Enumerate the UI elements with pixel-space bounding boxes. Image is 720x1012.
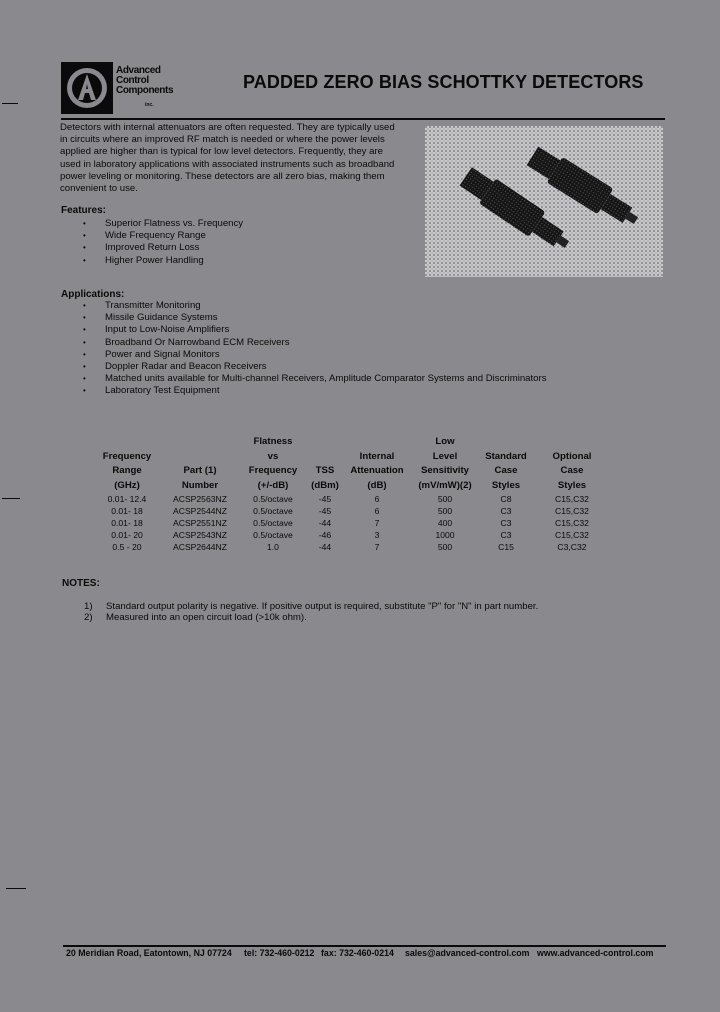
column-cells <box>306 493 344 553</box>
logo-line-1: Advanced <box>116 65 161 76</box>
note-text: Measured into an open circuit load (>10k ohm). <box>106 612 307 623</box>
column-optional-case-styles <box>542 435 602 553</box>
note-item <box>0 612 720 624</box>
table-cell: C3 <box>500 518 512 529</box>
table-cell: 1.0 <box>267 542 279 553</box>
table-cell: 3 <box>374 530 380 541</box>
column-tss <box>306 435 344 553</box>
footer-address: 20 Meridian Road, Eatontown, NJ 07724 <box>66 948 232 958</box>
table-cell: C3 <box>500 530 512 541</box>
table-cell: 0.5/octave <box>253 506 293 517</box>
footer-rule <box>63 945 666 947</box>
features-label: Features: <box>61 205 107 216</box>
table-cell: -46 <box>318 530 332 541</box>
notes-label: NOTES: <box>62 578 100 589</box>
list-item: • Superior Flatness vs. Frequency <box>61 218 243 230</box>
table-cell: -45 <box>318 506 332 517</box>
intro-line: convenient to use. <box>60 183 138 195</box>
table-cell: 1000 <box>435 530 455 541</box>
table-cell: ACSP2544NZ <box>173 506 227 517</box>
column-header: Optional Case Styles <box>552 450 592 491</box>
footer-email[interactable]: sales@advanced-control.com <box>405 948 530 958</box>
logo-wordmark <box>116 66 173 96</box>
column-header: Standard Case Styles <box>485 450 527 491</box>
intro-line: Detectors with internal attenuators are often requested. They are typically used <box>60 122 395 133</box>
column-cells <box>242 493 304 553</box>
company-logo <box>61 62 181 114</box>
footer-tel: tel: 732-460-0212 <box>244 948 315 958</box>
list-item: • Broadband Or Narrowband ECM Receivers <box>61 337 547 349</box>
list-item: • Power and Signal Monitors <box>61 349 547 361</box>
table-cell: C8 <box>500 494 512 504</box>
table-cell: 0.01- 18 <box>111 506 143 517</box>
table-cell: 0.5 - 20 <box>112 542 142 553</box>
table-cell: ACSP2563NZ <box>173 494 227 504</box>
table-cell: 500 <box>437 494 453 504</box>
table-cell: 500 <box>437 506 453 517</box>
column-cells <box>166 493 234 553</box>
list-item: • Input to Low-Noise Amplifiers <box>61 324 547 336</box>
spec-table <box>0 435 720 555</box>
table-cell: 7 <box>374 542 380 553</box>
column-header: TSS (dBm) <box>311 465 339 491</box>
product-photo <box>425 126 663 277</box>
list-item: • Doppler Radar and Beacon Receivers <box>61 361 547 373</box>
table-cell: 0.01- 12.4 <box>107 494 147 504</box>
column-cells <box>412 493 478 553</box>
applications-label: Applications: <box>61 289 125 300</box>
column-cells <box>480 493 532 553</box>
note-number: 2) <box>84 612 93 623</box>
table-cell: -44 <box>318 518 332 529</box>
column-cells <box>346 493 408 553</box>
logo-suffix: inc. <box>145 102 154 108</box>
table-cell: C3 <box>500 506 512 517</box>
table-cell: 500 <box>437 542 453 553</box>
table-cell: -44 <box>318 542 332 553</box>
intro-paragraph <box>60 122 410 195</box>
table-cell: 0.5/octave <box>253 494 293 504</box>
footer-fax: fax: 732-460-0214 <box>321 948 394 958</box>
list-item: • Transmitter Monitoring <box>61 300 547 312</box>
note-number: 1) <box>84 601 93 612</box>
table-cell: C3,C32 <box>557 542 587 553</box>
table-cell: -45 <box>318 494 332 504</box>
column-cells <box>95 493 159 553</box>
list-item: • Missile Guidance Systems <box>61 312 547 324</box>
header-rule <box>61 118 665 120</box>
features-list <box>61 218 243 267</box>
logo-line-3: Components <box>116 85 174 96</box>
list-item: • Higher Power Handling <box>61 255 243 267</box>
column-header: Internal Attenuation (dB) <box>350 450 404 491</box>
list-item: • Improved Return Loss <box>61 242 243 254</box>
table-cell: C15 <box>498 542 514 553</box>
intro-line: used in laboratory applications with associated instruments such as broadband <box>60 158 395 170</box>
table-cell: 6 <box>374 494 380 504</box>
page-title: PADDED ZERO BIAS SCHOTTKY DETECTORS <box>243 72 644 92</box>
scan-mark <box>2 498 20 499</box>
list-item: • Laboratory Test Equipment <box>61 385 547 397</box>
scan-mark <box>6 888 26 889</box>
logo-emblem <box>61 62 113 114</box>
scan-mark <box>2 103 18 104</box>
intro-line: applied are higher than is typical for low level detectors. Frequently, they are <box>60 146 383 158</box>
column-cells <box>542 493 602 553</box>
intro-line: power leveling or monitoring. These detectors are all zero bias, making them <box>60 170 385 182</box>
column-header: Frequency Range (GHz) <box>102 450 152 491</box>
table-cell: 0.5/octave <box>253 518 293 529</box>
column-header: Low Level Sensitivity (mV/mW)(2) <box>418 436 472 491</box>
footer-website[interactable]: www.advanced-control.com <box>537 948 654 958</box>
table-cell: ACSP2543NZ <box>173 530 227 541</box>
table-cell: C15,C32 <box>555 494 589 504</box>
table-cell: 0.01- 20 <box>111 530 143 541</box>
table-cell: C15,C32 <box>555 518 589 529</box>
table-cell: 400 <box>437 518 453 529</box>
table-cell: 7 <box>374 518 380 529</box>
column-part-number <box>166 435 234 553</box>
column-header: Flatness vs Frequency (+/-dB) <box>248 436 298 491</box>
table-cell: 6 <box>374 506 380 517</box>
table-cell: C15,C32 <box>555 530 589 541</box>
table-cell: C15,C32 <box>555 506 589 517</box>
column-flatness <box>242 435 304 553</box>
column-standard-case-styles <box>480 435 532 553</box>
column-low-level-sensitivity <box>412 435 478 553</box>
note-text: Standard output polarity is negative. If positive output is required, substitute "P" for "N" in part number. <box>106 601 539 612</box>
column-frequency-range <box>95 435 159 553</box>
column-internal-attenuation <box>346 435 408 553</box>
table-cell: 0.5/octave <box>253 530 293 541</box>
applications-list <box>61 300 547 398</box>
logo-line-2: Control <box>116 75 149 86</box>
table-cell: ACSP2644NZ <box>173 542 227 553</box>
list-item: • Wide Frequency Range <box>61 230 243 242</box>
table-cell: ACSP2551NZ <box>173 518 227 529</box>
table-cell: 0.01- 18 <box>111 518 143 529</box>
list-item: • Matched units available for Multi-channel Receivers, Amplitude Comparator Systems and Discriminators <box>61 373 547 385</box>
column-header: Part (1) Number <box>181 465 219 491</box>
intro-line: in circuits where an improved RF match is needed or where the power levels <box>60 134 385 146</box>
